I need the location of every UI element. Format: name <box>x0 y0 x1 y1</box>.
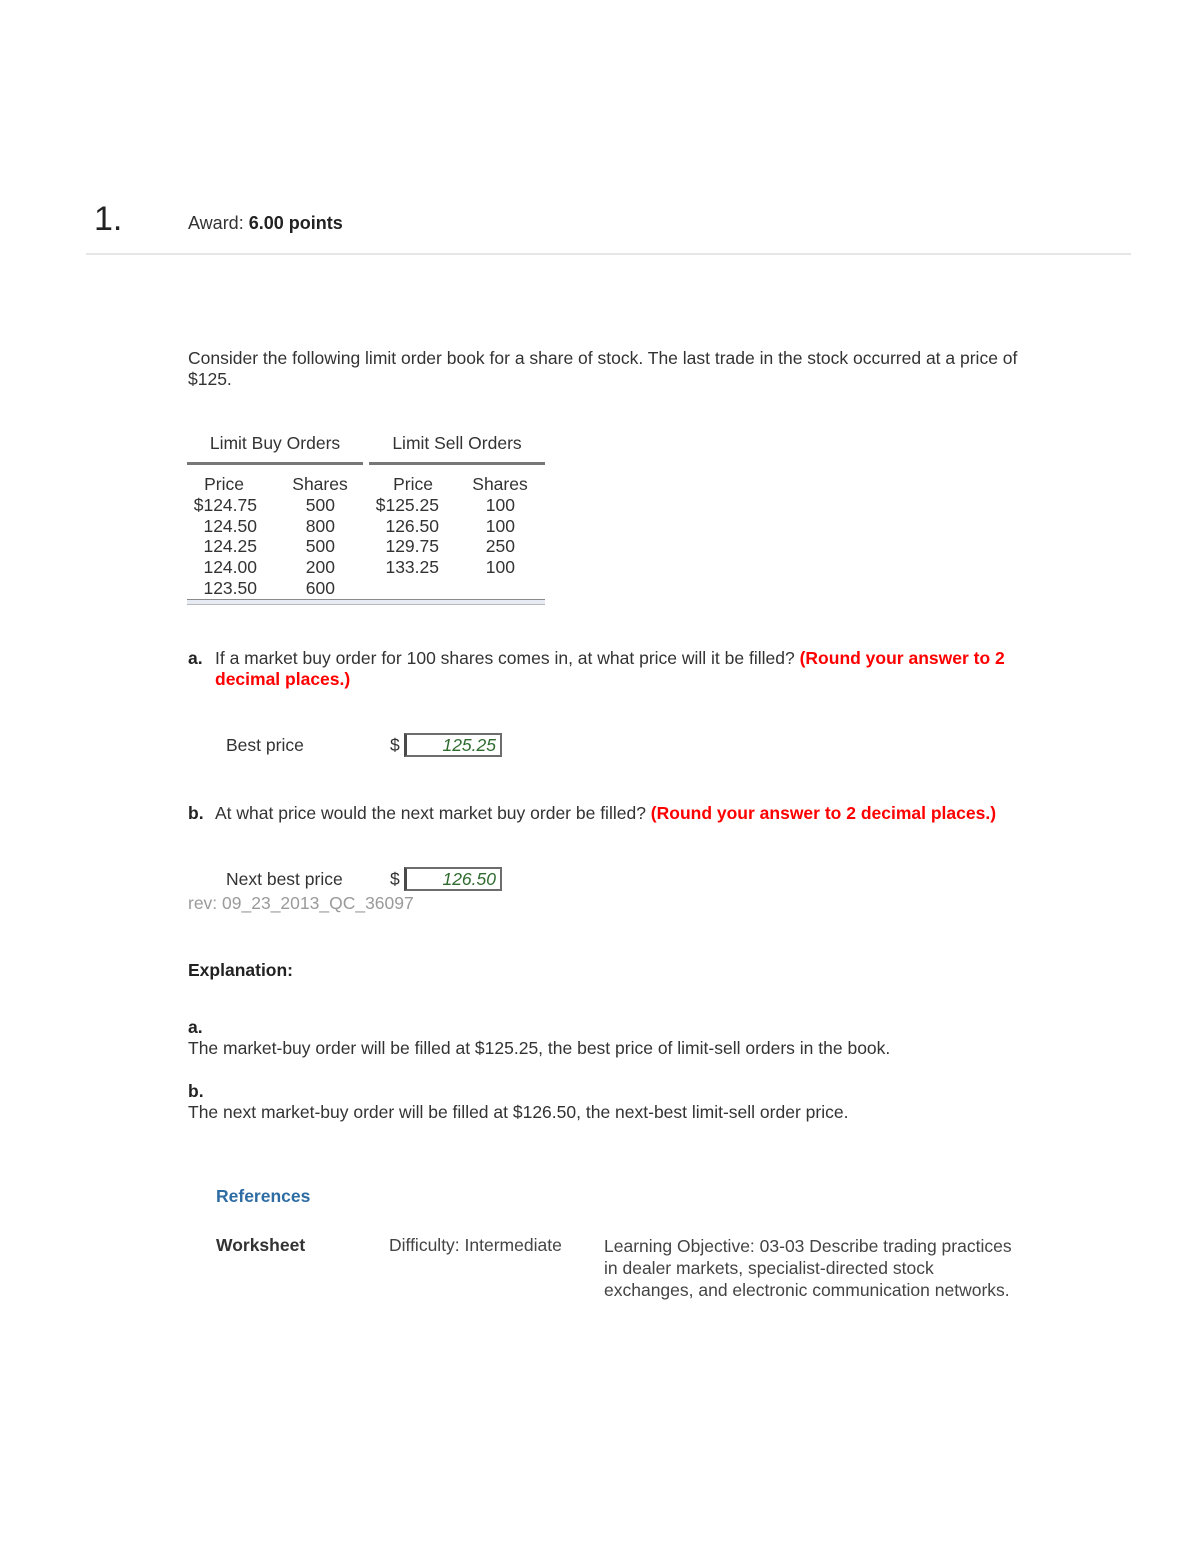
part-a-text <box>215 648 1045 690</box>
part-b-text <box>215 803 1045 824</box>
revision-id: rev: 09_23_2013_QC_36097 <box>188 893 414 913</box>
sell-orders-title: Limit Sell Orders <box>392 433 522 453</box>
reference-type: Worksheet <box>216 1235 306 1255</box>
buy-shares-cell: 800 <box>305 515 335 536</box>
next-best-price-label: Next best price <box>226 869 343 889</box>
best-price-currency: $ <box>390 735 400 755</box>
part-a-question <box>188 648 1048 692</box>
sell-price-cell: 133.25 <box>385 557 439 578</box>
next-best-price-input[interactable]: 126.50 <box>404 867 502 891</box>
award-line <box>188 213 343 234</box>
sell-price-header: Price <box>393 474 433 494</box>
sell-price-column <box>373 474 439 578</box>
part-b-hint: (Round your answer to 2 decimal places.) <box>650 803 997 823</box>
sell-price-cell: 126.50 <box>385 515 439 536</box>
question-intro: Consider the following limit order book for a share of stock. The last trade in the stock occurred at a price of $125. <box>188 348 1018 389</box>
best-price-input[interactable]: 125.25 <box>404 733 502 757</box>
sell-shares-cell: 100 <box>485 494 515 515</box>
buy-shares-cell: 500 <box>305 536 335 557</box>
learning-objective: Learning Objective: 03-03 Describe trading practices in dealer markets, specialist-directed stock exchanges, and electronic communication networks. <box>604 1236 1012 1300</box>
award-prefix: Award: <box>188 213 244 233</box>
buy-shares-column <box>287 474 353 599</box>
buy-price-column <box>191 474 257 599</box>
buy-shares-header: Shares <box>292 474 348 494</box>
buy-price-cell: 123.50 <box>203 577 257 598</box>
difficulty-label: Difficulty: Intermediate <box>389 1235 562 1255</box>
buy-price-cell: 124.00 <box>203 557 257 578</box>
part-a-prompt: If a market buy order for 100 shares comes in, at what price will it be filled? <box>215 648 795 668</box>
sell-shares-column <box>467 474 533 578</box>
explanation-a-text: The market-buy order will be filled at $125.25, the best price of limit-sell orders in the book. <box>188 1038 891 1058</box>
sell-price-cell: 129.75 <box>385 536 439 557</box>
part-b-question <box>188 803 1048 825</box>
buy-shares-cell: 500 <box>305 494 335 515</box>
sell-shares-cell: 250 <box>485 536 515 557</box>
part-b-prompt: At what price would the next market buy order be filled? <box>215 803 646 823</box>
explanation-a <box>188 1017 1088 1059</box>
buy-price-cell: $124.75 <box>193 494 257 515</box>
sell-shares-cell: 100 <box>485 515 515 536</box>
part-b-letter: b. <box>188 803 204 823</box>
buy-price-cell: 124.50 <box>203 515 257 536</box>
explanation-title: Explanation: <box>188 960 294 980</box>
sell-title-underline <box>369 462 545 465</box>
part-a-hint: (Round your answer to 2 decimal places.) <box>215 648 1005 689</box>
buy-shares-cell: 200 <box>305 557 335 578</box>
buy-orders-title: Limit Buy Orders <box>209 433 341 453</box>
header-divider <box>86 253 1131 255</box>
buy-price-header: Price <box>204 474 244 494</box>
part-a-letter: a. <box>188 648 203 668</box>
best-price-label: Best price <box>226 735 304 755</box>
explanation-b-text: The next market-buy order will be filled at $126.50, the next-best limit-sell order price. <box>188 1102 849 1122</box>
buy-title-underline <box>187 462 363 465</box>
explanation-a-label: a. <box>188 1017 203 1037</box>
explanation-b-label: b. <box>188 1081 204 1101</box>
references-link[interactable]: References <box>216 1186 311 1206</box>
next-best-price-currency: $ <box>390 869 400 889</box>
explanation-b <box>188 1081 1088 1123</box>
buy-price-cell: 124.25 <box>203 536 257 557</box>
buy-shares-cell: 600 <box>305 577 335 598</box>
sell-price-cell: $125.25 <box>375 494 439 515</box>
question-number: 1. <box>94 200 123 238</box>
sell-shares-cell: 100 <box>485 557 515 578</box>
award-points: 6.00 points <box>248 213 343 233</box>
table-bottom-border <box>187 599 545 605</box>
sell-shares-header: Shares <box>472 474 528 494</box>
